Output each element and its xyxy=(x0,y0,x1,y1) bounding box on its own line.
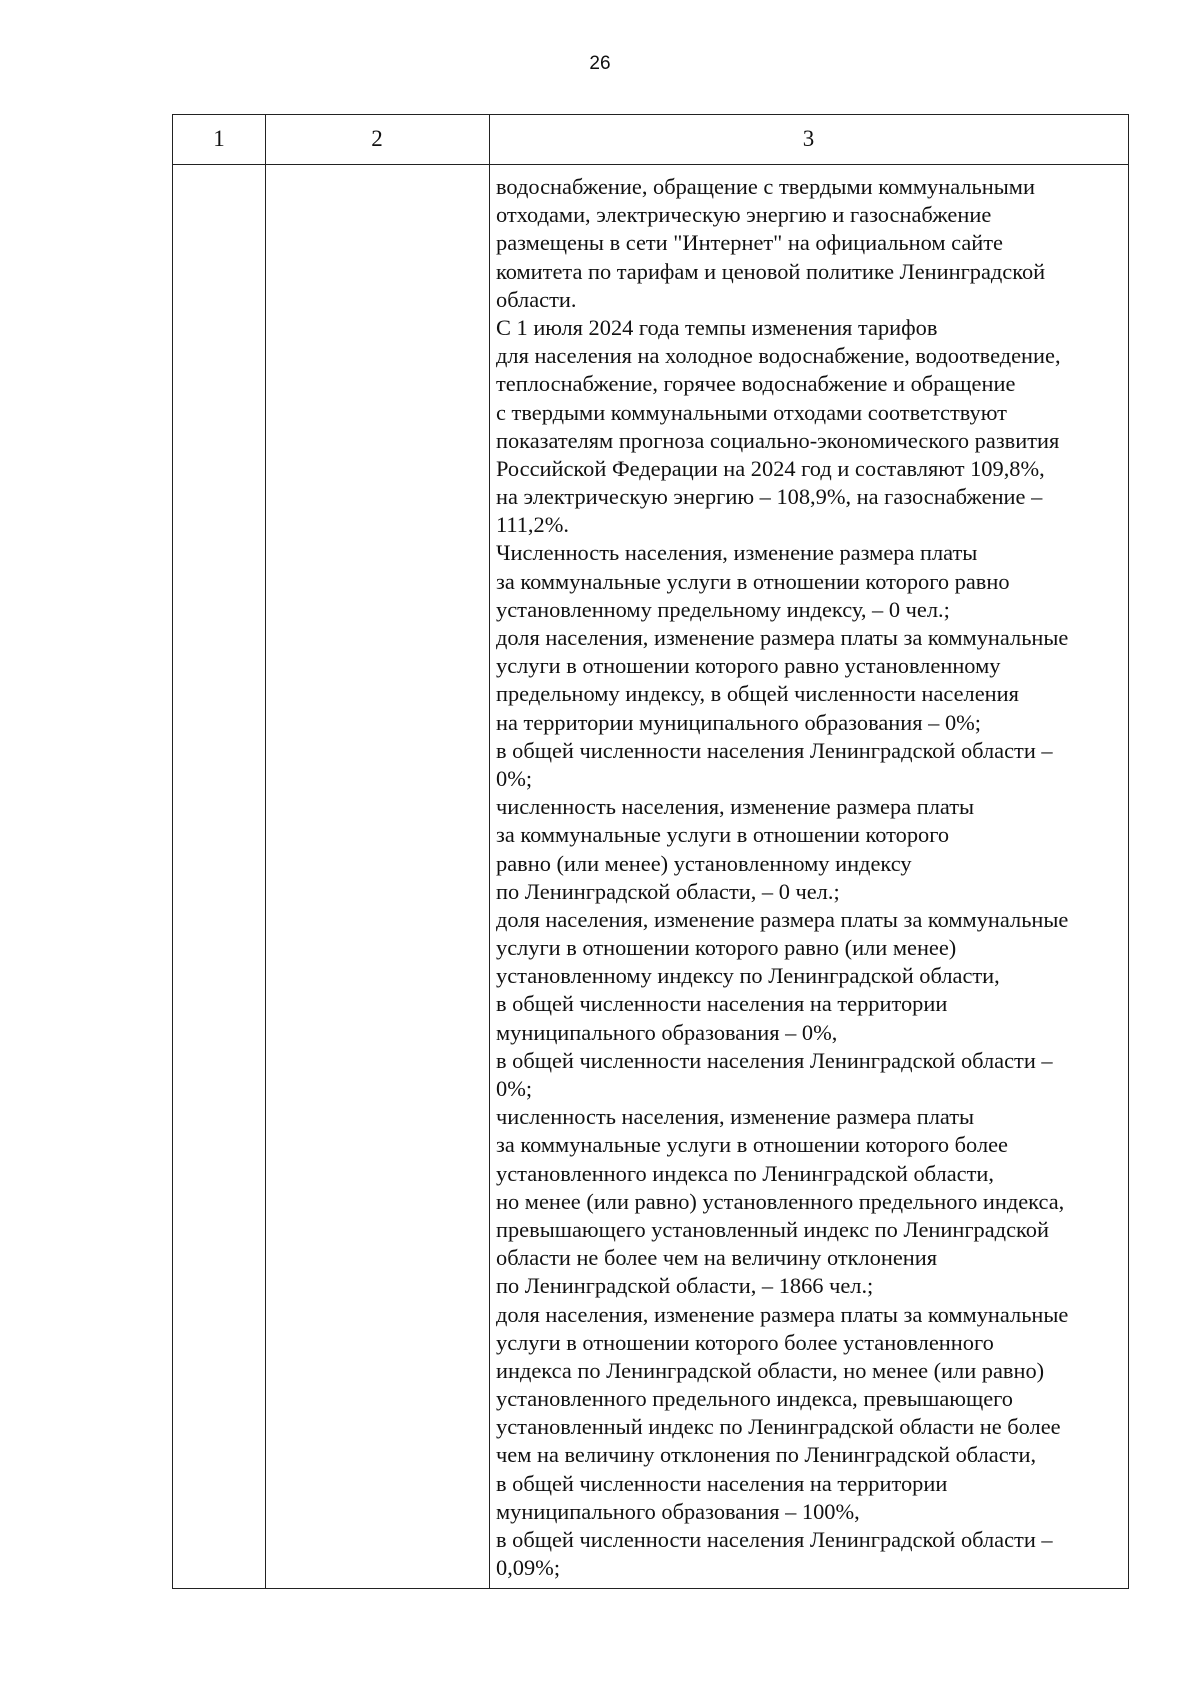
document-table xyxy=(172,114,1129,1589)
text-line: в общей численности населения на территории xyxy=(496,991,948,1017)
text-line: в общей численности населения на территории xyxy=(496,1470,948,1496)
text-line: доля населения, изменение размера платы за коммунальные xyxy=(496,1301,1069,1327)
text-line: Численность населения, изменение размера платы xyxy=(496,540,978,566)
text-line: водоснабжение, обращение с твердыми коммунальными xyxy=(496,174,1035,199)
column-header-1: 1 xyxy=(213,126,225,151)
text-line: муниципального образования – 100%, xyxy=(496,1498,860,1524)
text-line: превышающего установленный индекс по Ленинградской xyxy=(496,1216,1049,1242)
text-line: установленного индекса по Ленинградской области, xyxy=(496,1160,994,1186)
page-number: 26 xyxy=(589,53,611,74)
text-line: 0%; xyxy=(496,765,533,791)
text-line: индекса по Ленинградской области, но менее (или равно) xyxy=(496,1357,1045,1383)
text-line: 111,2%. xyxy=(496,512,569,538)
column-header-3: 3 xyxy=(802,126,815,151)
text-line: за коммунальные услуги в отношении которого более xyxy=(496,1132,1008,1158)
column-header-2: 2 xyxy=(371,126,383,151)
text-line: размещены в сети "Интернет" на официальном сайте xyxy=(496,230,1003,256)
text-line: установленный индекс по Ленинградской области не более xyxy=(496,1414,1061,1440)
text-line: на электрическую энергию – 108,9%, на газоснабжение – xyxy=(496,484,1043,510)
text-line: по Ленинградской области, – 0 чел.; xyxy=(496,878,840,904)
text-line: услуги в отношении которого равно (или менее) xyxy=(496,935,957,961)
text-line: в общей численности населения Ленинградской области – xyxy=(496,1527,1053,1552)
text-line: чем на величину отклонения по Ленинградской области, xyxy=(496,1442,1037,1468)
column-divider-2 xyxy=(489,115,490,1588)
text-line: области не более чем на величину отклонения xyxy=(496,1245,938,1271)
text-line: за коммунальные услуги в отношении которого xyxy=(496,822,950,848)
text-line: установленному индексу по Ленинградской области, xyxy=(496,963,1000,989)
text-line: на территории муниципального образования – 0%; xyxy=(496,709,982,735)
text-line: услуги в отношении которого равно установленному xyxy=(496,653,1001,679)
text-line: теплоснабжение, горячее водоснабжение и обращение xyxy=(496,371,1016,397)
text-line: установленному предельному индексу, – 0 чел.; xyxy=(496,596,950,622)
text-line: установленного предельного индекса, превышающего xyxy=(496,1386,1014,1412)
text-line: численность населения, изменение размера платы xyxy=(496,794,975,820)
text-line: но менее (или равно) установленного предельного индекса, xyxy=(496,1188,1065,1214)
text-line: С 1 июля 2024 года темпы изменения тарифов xyxy=(496,314,938,340)
table-header-row xyxy=(173,115,1128,165)
text-line: 0,09%; xyxy=(496,1555,561,1581)
text-line: равно (или менее) установленному индексу xyxy=(496,850,912,876)
text-line: Российской Федерации на 2024 год и составляют 109,8%, xyxy=(496,455,1045,481)
text-line: муниципального образования – 0%, xyxy=(496,1019,838,1045)
text-line: услуги в отношении которого более установленного xyxy=(496,1329,994,1355)
text-line: по Ленинградской области, – 1866 чел.; xyxy=(496,1273,874,1299)
text-line: с твердыми коммунальными отходами соответствуют xyxy=(496,399,1007,425)
text-line: области. xyxy=(496,286,577,312)
text-line: в общей численности населения Ленинградской области – xyxy=(496,1047,1053,1073)
text-line: численность населения, изменение размера платы xyxy=(496,1104,975,1130)
text-line: комитета по тарифам и ценовой политике Ленинградской xyxy=(496,258,1046,284)
text-line: за коммунальные услуги в отношении которого равно xyxy=(496,568,1010,594)
text-line: 0%; xyxy=(496,1076,533,1101)
text-line: отходами, электрическую энергию и газоснабжение xyxy=(496,202,992,228)
text-line: показателям прогноза социально-экономического развития xyxy=(496,427,1060,453)
text-line: предельному индексу, в общей численности населения xyxy=(496,681,1019,707)
text-line: для населения на холодное водоснабжение, водоотведение, xyxy=(496,343,1061,369)
text-line: в общей численности населения Ленинградской области – xyxy=(496,737,1053,763)
text-line: доля населения, изменение размера платы за коммунальные xyxy=(496,625,1069,650)
column-divider-1 xyxy=(265,115,266,1588)
text-line: доля населения, изменение размера платы за коммунальные xyxy=(496,906,1069,932)
column-3-text-cell xyxy=(496,173,1126,1582)
